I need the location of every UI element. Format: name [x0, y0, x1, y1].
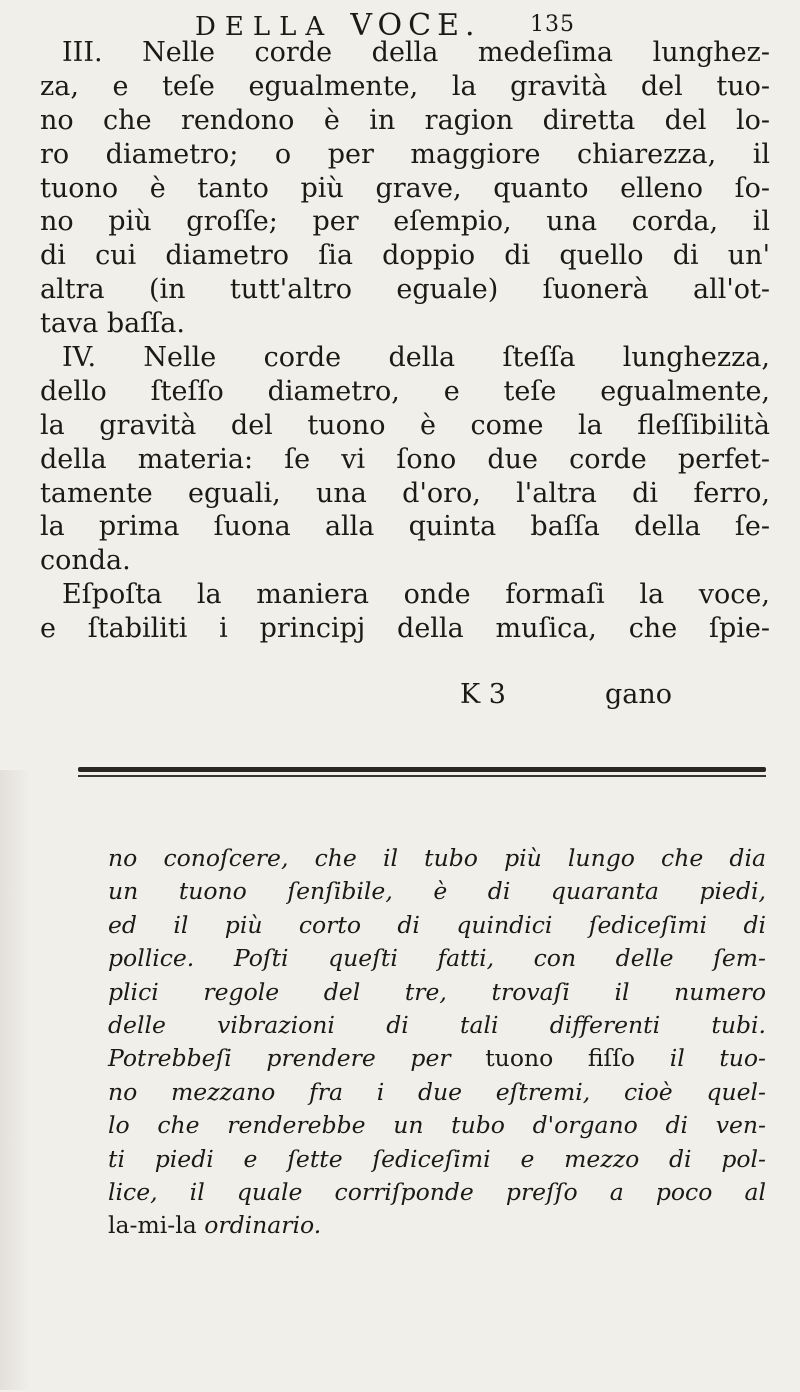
- page-footer: [40, 678, 770, 712]
- text-line: ro diametro; o per maggiore chiarezza, il: [40, 138, 770, 170]
- running-title-word: VOCE.: [350, 8, 481, 43]
- text-line: no conoſcere, che il tubo più lungo che dia: [108, 844, 766, 872]
- text-line: no che rendono è in ragion diretta del lo-: [40, 104, 770, 136]
- text-line: lo che renderebbe un tubo d'organo di ven-: [108, 1111, 766, 1140]
- page-number: 135: [530, 12, 575, 37]
- text-line: pollice. Poſti queſti fatti, con delle ſem-: [108, 944, 766, 973]
- text-line: la gravità del tuono è come la fleſſibilità: [40, 409, 770, 441]
- text-line: ti piedi e ſette ſediceſimi e mezzo di pol-: [108, 1144, 766, 1173]
- text-line: e ſtabiliti i principj della muſica, che ſpie-: [40, 613, 770, 645]
- signature-mark: K 3: [460, 679, 506, 710]
- text-line: delle vibrazioni di tali differenti tubi.: [108, 1010, 766, 1039]
- text-line: tamente eguali, una d'oro, l'altra di ferro,: [40, 477, 770, 509]
- text-line: un tuono ſenſibile, è di quaranta piedi,: [108, 877, 766, 906]
- text-line: tuono è tanto più grave, quanto elleno ſo-: [40, 172, 770, 204]
- text-line: za, e teſe egualmente, la gravità del tuo-: [40, 70, 770, 102]
- text-line: di cui diametro ſia doppio di quello di un': [40, 240, 770, 272]
- page-edge-shadow: [0, 770, 30, 1390]
- text-line: la-mi-la ordinario.: [108, 1211, 322, 1240]
- upper-text-block: [40, 36, 770, 646]
- text-line: altra (in tutt'altro eguale) ſuonerà all'ot-: [40, 274, 770, 306]
- text-line: no più groſſe; per eſempio, una corda, il: [40, 206, 770, 238]
- text-line: lice, il quale corriſponde preſſo a poco al: [108, 1177, 766, 1206]
- text-line: no mezzano fra i due eſtremi, cioè quel-: [108, 1077, 766, 1106]
- lower-text-block: [108, 842, 766, 1243]
- text-line: plici regole del tre, trovaſi il numero: [108, 977, 766, 1006]
- running-title-prefix: DELLA: [195, 12, 334, 42]
- text-line: III. Nelle corde della medeſima lunghez-: [62, 37, 770, 68]
- text-line: della materia: ſe vi ſono due corde perfet-: [40, 443, 770, 475]
- text-line: dello ſteſſo diametro, e teſe egualmente,: [40, 375, 770, 407]
- catchword: gano: [605, 679, 673, 710]
- text-line: conda.: [40, 545, 131, 577]
- text-line: tava baſſa.: [40, 308, 185, 340]
- upright-phrase: tuono fiſſo: [485, 1044, 636, 1073]
- text-line: ed il più corto di quindici ſediceſimi di: [108, 910, 766, 939]
- text-line: Eſpoſta la maniera onde formaſi la voce,: [62, 579, 770, 611]
- text-line: IV. Nelle corde della ſteſſa lunghezza,: [62, 342, 770, 374]
- page-divider: [78, 767, 766, 779]
- text-line: la prima ſuona alla quinta baſſa della ſe-: [40, 511, 770, 543]
- upright-phrase: la-mi-la: [108, 1211, 197, 1240]
- divider-thin-rule: [78, 775, 766, 777]
- divider-thick-rule: [78, 767, 766, 772]
- text-line: Potrebbeſi prendere per tuono fiſſo il tuo-: [108, 1044, 766, 1073]
